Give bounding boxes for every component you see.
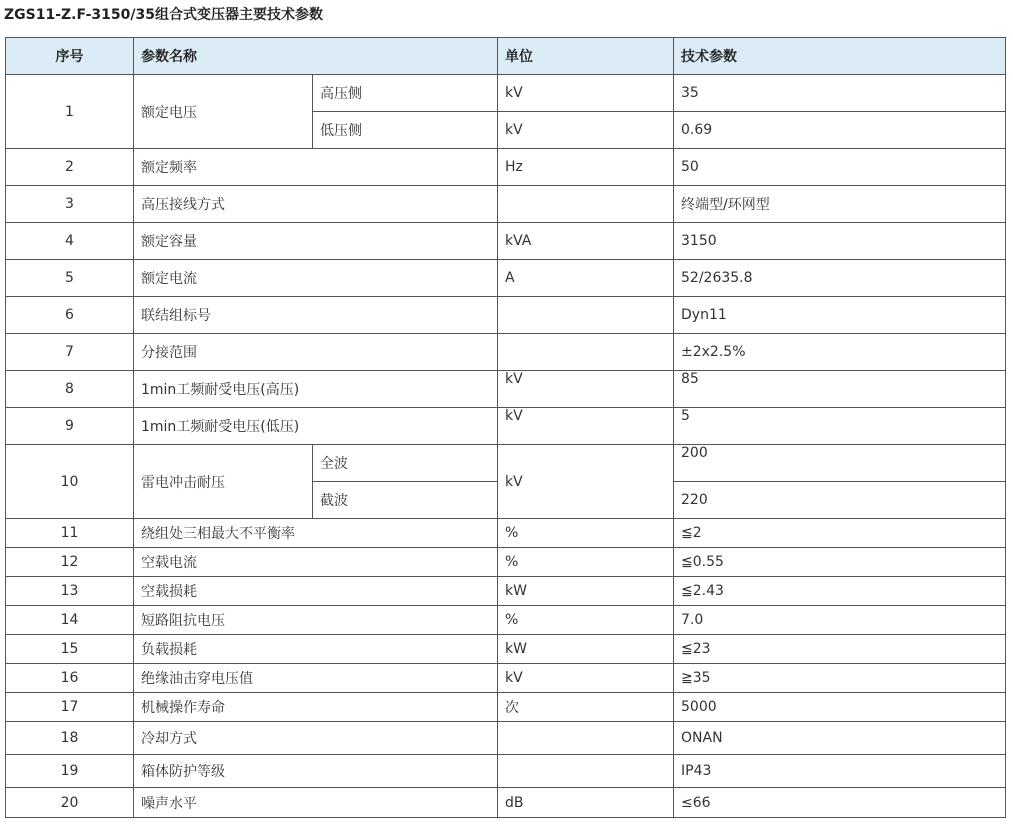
cell-value: 5 [674,408,1006,445]
table-row [6,635,1006,664]
cell-no: 7 [6,334,134,371]
cell-name: 短路阻抗电压 [134,606,498,635]
cell-unit: kV [498,664,674,693]
table-row [6,519,1006,548]
cell-name: 额定容量 [134,223,498,260]
table-row [6,149,1006,186]
cell-value: ≦0.55 [674,548,1006,577]
cell-value: ONAN [674,722,1006,755]
cell-no: 4 [6,223,134,260]
cell-unit: kV [498,75,674,112]
table-row [6,408,1006,445]
cell-name: 负载损耗 [134,635,498,664]
cell-value: 0.69 [674,112,1006,149]
cell-unit: kW [498,635,674,664]
cell-name: 1min工频耐受电压(低压) [134,408,498,445]
cell-name: 绝缘油击穿电压值 [134,664,498,693]
cell-value: 终端型/环网型 [674,186,1006,223]
cell-unit [498,722,674,755]
cell-no: 6 [6,297,134,334]
cell-subname: 全波 [313,445,498,482]
cell-unit: kV [498,112,674,149]
cell-name: 绕组处三相最大不平衡率 [134,519,498,548]
cell-no: 9 [6,408,134,445]
cell-value: 220 [674,482,1006,519]
table-header-row [6,38,1006,75]
table-row [6,260,1006,297]
cell-name: 空载电流 [134,548,498,577]
cell-unit: kV [498,371,674,408]
cell-value: 85 [674,371,1006,408]
header-unit: 单位 [498,38,674,75]
cell-no: 15 [6,635,134,664]
cell-name: 箱体防护等级 [134,755,498,788]
spec-table [5,37,1006,818]
table-row [6,297,1006,334]
cell-name: 额定频率 [134,149,498,186]
cell-unit: % [498,606,674,635]
cell-unit: dB [498,788,674,818]
table-row [6,223,1006,260]
table-row [6,445,1006,482]
table-row [6,788,1006,818]
cell-subname: 截波 [313,482,498,519]
header-value: 技术参数 [674,38,1006,75]
cell-name: 分接范围 [134,334,498,371]
cell-unit: % [498,519,674,548]
cell-value: 200 [674,445,1006,482]
cell-value: 50 [674,149,1006,186]
cell-no: 3 [6,186,134,223]
cell-value: IP43 [674,755,1006,788]
cell-subname: 高压侧 [313,75,498,112]
cell-unit [498,334,674,371]
cell-unit: kV [498,408,674,445]
table-row [6,334,1006,371]
cell-no: 17 [6,693,134,722]
cell-unit: Hz [498,149,674,186]
cell-name: 空载损耗 [134,577,498,606]
cell-no: 14 [6,606,134,635]
cell-no: 18 [6,722,134,755]
cell-no: 1 [6,75,134,149]
cell-unit: kVA [498,223,674,260]
table-row [6,722,1006,755]
cell-unit [498,186,674,223]
table-row [6,693,1006,722]
cell-no: 8 [6,371,134,408]
cell-name: 机械操作寿命 [134,693,498,722]
cell-name: 高压接线方式 [134,186,498,223]
table-row [6,548,1006,577]
table-row [6,577,1006,606]
cell-name: 雷电冲击耐压 [134,445,313,519]
cell-no: 19 [6,755,134,788]
table-row [6,371,1006,408]
header-name: 参数名称 [134,38,498,75]
cell-no: 20 [6,788,134,818]
table-row [6,186,1006,223]
cell-value: ≦23 [674,635,1006,664]
cell-value: ±2x2.5% [674,334,1006,371]
cell-unit: kW [498,577,674,606]
cell-no: 2 [6,149,134,186]
cell-name: 1min工频耐受电压(高压) [134,371,498,408]
cell-unit [498,297,674,334]
cell-value: 52/2635.8 [674,260,1006,297]
cell-no: 16 [6,664,134,693]
cell-value: 7.0 [674,606,1006,635]
cell-value: ≦2 [674,519,1006,548]
cell-name: 联结组标号 [134,297,498,334]
table-row [6,664,1006,693]
cell-name: 冷却方式 [134,722,498,755]
cell-value: 35 [674,75,1006,112]
cell-name: 噪声水平 [134,788,498,818]
cell-no: 11 [6,519,134,548]
cell-value: 3150 [674,223,1006,260]
document-title: ZGS11-Z.F-3150/35组合式变压器主要技术参数 [4,7,323,23]
cell-unit: 次 [498,693,674,722]
cell-unit: kV [498,445,674,519]
cell-no: 12 [6,548,134,577]
table-row [6,755,1006,788]
cell-name: 额定电流 [134,260,498,297]
cell-name: 额定电压 [134,75,313,149]
cell-no: 5 [6,260,134,297]
cell-value: 5000 [674,693,1006,722]
cell-value: ≦2.43 [674,577,1006,606]
table-row [6,606,1006,635]
table-row [6,75,1006,112]
cell-subname: 低压侧 [313,112,498,149]
cell-unit: % [498,548,674,577]
cell-value: ≤66 [674,788,1006,818]
cell-no: 10 [6,445,134,519]
cell-no: 13 [6,577,134,606]
cell-unit: A [498,260,674,297]
cell-value: ≧35 [674,664,1006,693]
cell-value: Dyn11 [674,297,1006,334]
cell-unit [498,755,674,788]
header-no: 序号 [6,38,134,75]
